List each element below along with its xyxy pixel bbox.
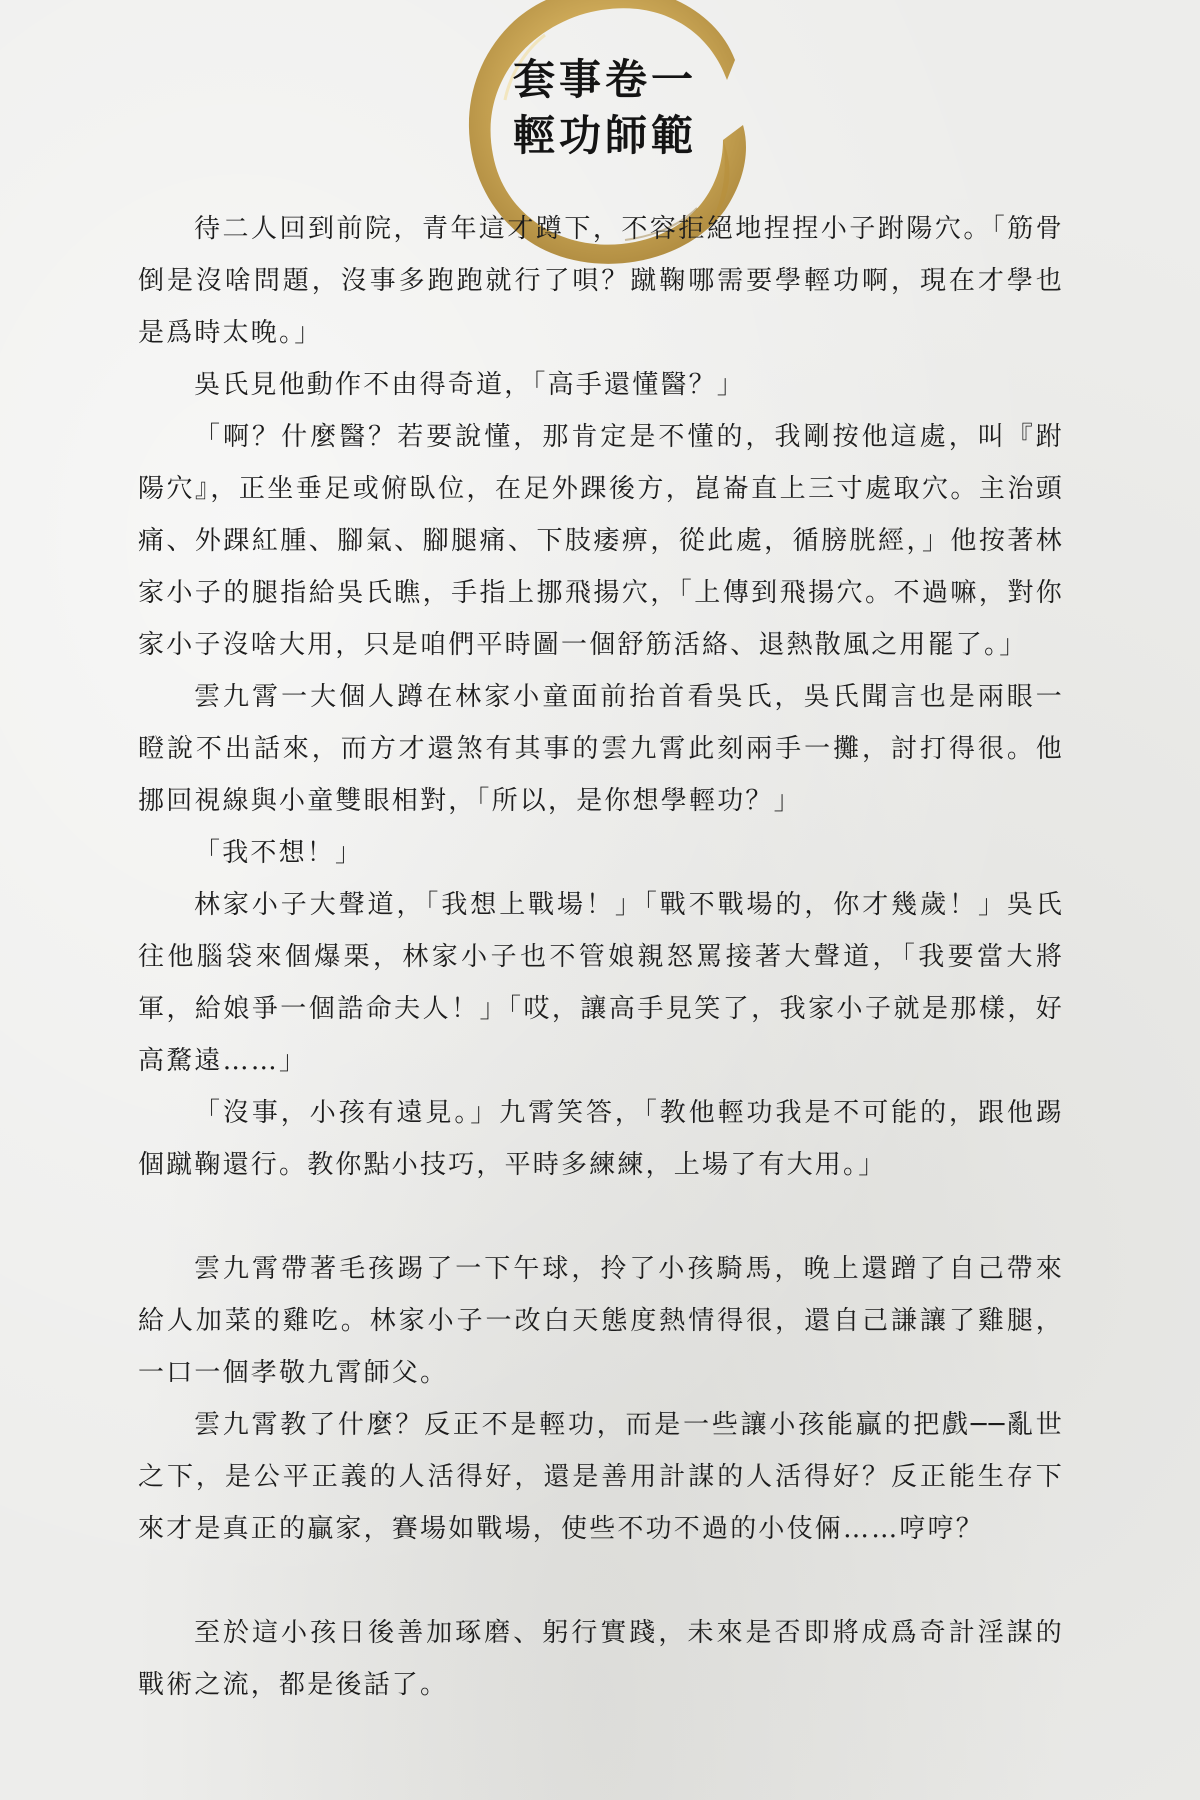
story-body [138,203,1064,1711]
paragraph: 「啊？什麼醫？若要說懂，那肯定是不懂的，我剛按他這處，叫『跗陽穴』，正坐垂足或俯臥位，在足外踝後方，崑崙直上三寸處取穴。主治頭痛、外踝紅腫、腳氣、腳腿痛、下肢痿痹，從此處，循膀胱經，」他按著林家小子的腿指給吳氏瞧，手指上挪飛揚穴，「上傳到飛揚穴。不過嘛，對你家小子沒啥大用，只是咱們平時圖一個舒筋活絡、退熱散風之用罷了。」 [138,422,1064,660]
paragraph: 待二人回到前院，青年這才蹲下，不容拒絕地捏捏小子跗陽穴。「筋骨倒是沒啥問題，沒事多跑跑就行了唄？蹴鞠哪需要學輕功啊，現在才學也是爲時太晚。」 [138,214,1064,348]
chapter-title [460,52,750,164]
paragraph: 至於這小孩日後善加琢磨、躬行實踐，未來是否即將成爲奇計淫謀的戰術之流，都是後話了。 [138,1618,1064,1700]
chapter-title-line-1: 套事卷一 [512,55,697,104]
paragraph: 吳氏見他動作不由得奇道，「高手還懂醫？」 [194,370,746,400]
section-gap [138,1555,1064,1607]
paragraph: 「我不想！」 [194,838,364,868]
paragraph: 林家小子大聲道，「我想上戰場！」「戰不戰場的，你才幾歲！」吳氏往他腦袋來個爆栗，林家小子也不管娘親怒罵接著大聲道，「我要當大將軍，給娘爭一個誥命夫人！」「哎，讓高手見笑了，我家小子就是那樣，好高騖遠……」 [138,890,1064,1076]
paragraph: 雲九霄教了什麼？反正不是輕功，而是一些讓小孩能贏的把戲──亂世之下，是公平正義的人活得好，還是善用計謀的人活得好？反正能生存下來才是真正的贏家，賽場如戰場，使些不功不過的小伎倆……哼哼？ [138,1410,1064,1544]
section-gap [138,1191,1064,1243]
paragraph: 雲九霄帶著毛孩踢了一下午球，拎了小孩騎馬，晚上還蹭了自己帶來給人加菜的雞吃。林家小子一改白天態度熱情得很，還自己謙讓了雞腿，一口一個孝敬九霄師父。 [138,1254,1064,1388]
paragraph: 雲九霄一大個人蹲在林家小童面前抬首看吳氏，吳氏聞言也是兩眼一瞪說不出話來，而方才還煞有其事的雲九霄此刻兩手一攤，討打得很。他挪回視線與小童雙眼相對，「所以，是你想學輕功？」 [138,682,1064,816]
chapter-title-line-2: 輕功師範 [512,111,697,160]
paragraph: 「沒事，小孩有遠見。」九霄笑答，「教他輕功我是不可能的，跟他踢個蹴鞠還行。教你點小技巧，平時多練練，上場了有大用。」 [138,1098,1064,1180]
